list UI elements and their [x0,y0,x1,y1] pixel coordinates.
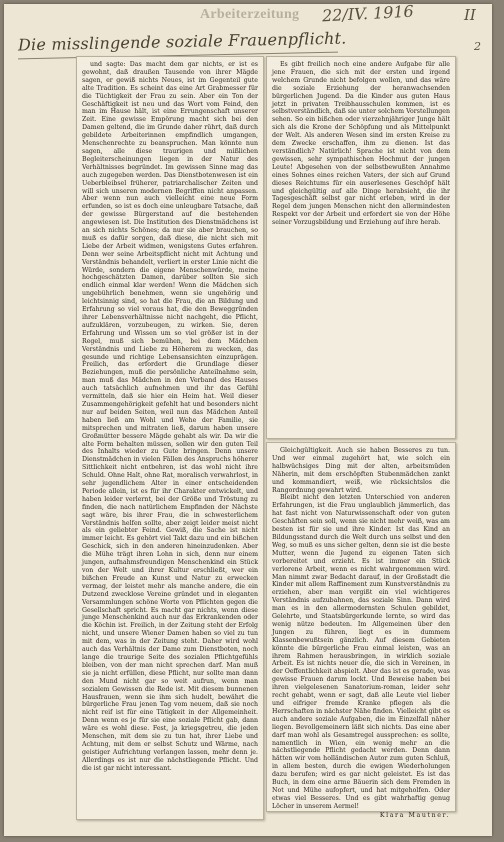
handwritten-date: 22/IV. 1916 [321,1,415,26]
handwritten-volume: II [464,6,476,24]
article-text-2b: Gleichgültigkeit. Auch sie haben Besseres zu tun. Und wer einmal zugehört hat, wie solch ein halbwüchsiges Ding mit der alten, arbeitsmüden Näherin, mit dem erschöpften Stubenmädchen zankt und kommandiert, weiß, wie rücksichtslos die Rangordnung gewahrt wird. [272,447,450,494]
article-text-1: und sagte: Das macht dem gar nichts, er ist es gewohnt, daß draußen Tausende von ihrer Mägde sagen, er gewiß nichts Neues, ist im Gegenteil gute alte Tradition. Es scheint das eine Art Grabmesser für die Tüchtigkeit der Frau zu sein. Aber ein Ton der Geschäftigkeit ist neu und das Wort vom Feind, den man im Hause hält, ist eine Errungenschaft unserer Zeit. Eine gewisse Empörung macht sich bei den Damen geltend, die im Grunde daher rührt, daß durch gebildete Arbeiterinnen empfindlich umgangen, Menschenrechte zu beanspruchen. Man könnte nun sagen, alle diese traurigen und mißlichen Begleiterscheinungen liegen in der Natur des Verhältnisses begründet. Im gewissen Sinne mag das auch zugegeben werden. Das Dienstbotenwesen ist ein Ueberbleibsel früherer, patriarchalischer Zeiten und will sich unseren modernen Begriffen nicht anpassen. Aber wenn nun auch vielleicht eine neue Form erfunden, so ist es doch eine unleugbare Tatsache, daß der gewisse Bürgerstand auf die bestehenden angewiesen ist. Die Institution des Dienstmädchens ist an sich nichts Schönes; da nur sie aber brauchen, so muß es dafür sorgen, daß diese, die nicht sich mit Liebe der Arbeit widmen, wenigstens Gutes erfahren. Denn wer seine Arbeitspflicht nicht mit Achtung und Verständnis behandelt, verliert in erster Linie nicht die Würde, sondern die eigene Menschenwürde, meine hochgeschätzten Damen, darüber sollten Sie sich endlich einmal klar werden! Wenn die Mädchen sich ungebührlich benehmen, wenn sie ungehörig und leichtsinnig sind, so hat die Frau, die an Bildung und Erfahrung so viel voraus hat, die den Beweggründen ihrer Lebensverhältnisse nicht nachgeht, die Pflicht, aufzuklären, vorzubeugen, zu wirken. Sie, deren Erfahrung und Wissen um so viel größer ist in der Regel, muß sich bemühen, bei dem Mädchen Verständnis und Liebe zu Höherem zu wecken, das gesunde und richtige Lebensansichten einzuprägen. Freilich, das erfordert die Grundlage dieser Beziehungen, muß die persönliche Anteilnahme sein, man muß das Mädchen in den Verband des Hauses auch tatsächlich aufnehmen und ihr das Gefühl vermitteln, daß sie hier ein Heim hat. Weil dieser Zusammengehörigkeit gefehlt hat und besonders nicht nur auf beiden Seiten, weil nun das Mädchen Anteil haben ließ am Wohl und Wehe der Familie, sie mitsprechen und mitraten ließ, darum haben unsere Großmütter bessere Mägde gehabt als wir. Da wir die alte Form behalten müssen, sollen wir den guten Teil des Inhalts wieder zu Gute bringen. Denn unsere Dienstmädchen in vielen Fällen des Anspruchs höherer Sittlichkeit nicht entbehren, ist das wohl nicht ihre Schuld. Ohne Halt, ohne Rat, moralisch verwahrlost, in sehr jugendlichem Alter in einer entscheidenden Periode allein, ist es für ihr Charakter entwickelt, und haben leider verlernt, bei der Größe und Tröstung zu finden, die nach natürlichem Empfinden der Nächste sagt wäre, bis ihrer Frau, die in schwesterlichem Verständnis helfen sollte, aber zeigt leider meist nicht als ein geliebter Feind. Gewiß, die Sache ist nicht immer leicht. Es gehört viel Takt dazu und ein bißchen Geschick, sich in den anderen hineinzudenken. Aber die Mühe trägt ihren Lohn in sich, denn nur einem jungen, aufnahmsfreundigen Menschenkind ein Stück von der Welt und ihrer Kultur erschließt, wer ein bißchen Freude an Kunst und Natur zu erwecken vermag, der leistet mehr als manche andere, die ein Dutzend zwecklose Vereine gründet und in eleganten Versammlungen schöne Worte von Pflichten gegen die Gesellschaft spricht. Es macht gar nichts, wenn diese junge Menschenkind auch nur das Erkrankenden oder die Köchin ist. Freilich, in der Zeitung steht der Erfolg nicht, und unsere Wiener Damen haben so viel zu tun mit dem, was in der Zeitung steht. Daher wird wohl auch das Verhältnis der Dame zum Dienstboten, noch lange die traurige Seite des sozialen Pflichtgefühls bleiben, von der man nicht sprechen darf. Man muß sie ja nicht erfüllen, diese Pflicht, nur sollte man dann den Mund nicht gar so weit aufrun, wenn man sozialem Gewissen die Rede ist. Mit diesem bunnenen Hausfrauen, wenn sie ihm sich hudelt, bewährt die bürgerliche Frau jenen Tag vom neuem, daß sie noch nicht reif ist für eine Tätigkeit in der Allgemeinheit. Denn wenn es je für sie eine soziale Pflicht gab, dann wäre es wohl diese. Fest, ja kriegsgetreu, die jeden Menschen, mit dem sie zu tun hat, ihrer Liebe und Achtung, mit dem er selbst Schutz und Wärme, nach geistiger Aufrichtung verlangen lassen, mehr denn je. Allerdings es ist nur die nächstliegende Pflicht. Und die ist gar nicht interessant. [82,61,258,772]
newspaper-masthead: Arbeiterzeitung [200,7,300,22]
article-column-3 [272,447,450,819]
handwritten-number: 2 [474,40,481,53]
clipping-right-bottom [266,442,456,819]
clipping-right-top [266,56,456,439]
archive-sheet [4,1,492,836]
handwritten-title: Die misslingende soziale Frauenpflicht. [17,28,347,55]
article-text-2: Es gibt freilich noch eine andere Aufgabe für alle jene Frauen, die sich mit der ersten und irgend welchem Grunde nicht befolgen wollen, und das wäre die soziale Erziehung der heranwachsenden bürgerlichen Jugend. Da die Kinder aus guten Haus jetzt in privaten Treibhausschulen kommen, ist es selbstverständlich, daß sie unter solchem Vorstellungen sehen. So ein bißchen oder vierzehnjähriger Junge hält sich als die Krone der Schöpfung und als Mittelpunkt der Welt. Als anderen Wesen sind im ersten Kreise zu dem Zwecke erschaffen, ihm zu dienen. Ist das verständlich? Natürlich! Sprache ist nicht von dem gewissen, sehr sympathischen Hochmut der jungen Leute! Abgesehen von der selbstbewußten Annahme eines Sohnes eines reichen Vaters, der sich auf Grund dieses Reichtums für ein auserlesenes Geschöpf hält und gleichgültig auf alle Dinge herabsieht, die ihr Tagesgeschäft selbst gar nicht erleben, wird in der Regel dem jungen Menschen nicht den allermindesten Respekt vor der Arbeit und erfordert sie von der Höhe seiner Vorzugsbildung und Erziehung auf ihre herab. [272,61,450,227]
article-column-2 [272,61,450,434]
author-signature: Klara Mautner. [379,811,450,819]
clipping-left-column [76,56,264,820]
article-column-1 [82,61,258,815]
article-text-3: Bleibt nicht den letzten Unterschied von anderen Erfahrungen, ist die Frau unglaublich jämmerlich, das hat fast nicht von Naturwissenschaft oder von guten Geschäften sein soll, wenn sie nicht mehr weiß, was am besten ist für sie und ihre Kinder. Ist das Kind an Bildungsstand durch die Welt durch uns selbst und den Weg, so muß es uns sicher gelten, denn sie ist die beste Mutter, wenn die Jugend zu eigenen Taten sich vorbereitet und erzieht. Es ist immer ein Stück verlorene Arbeit, wenn es nicht wahrgenommen wird. Man nimmt zwar Bedacht darauf, in der Großstadt die Kinder mit allem Raffinement zum Kunstverständnis zu erziehen, aber man vergißt ein viel wichtigeres Verständnis aufzubahnen, das soziale Sinn. Dann wird man es in den allermodernsten Schulen gebildet, Gelehrte, und Staatsbürgerkunde lernte, so wird das wenig nütze bedeuten. Im Allgemeinen über den Jungen zu führen, liegt es in dummem Klassenbewußtsein gänzlich. Auf diesem Gebieten könnte die bürgerliche Frau einmal leisten, was an ihrem Rahmen herausbringen, in wirklich soziale Arbeit. Es ist nichts neuer die, die sich in Vereinen, in der Oeffentlichkeit abspielt. Aber das ist es gerade, was gewisse Frauen darum lockt. Und Beweise haben bei ihren vielgelesenen Sanatorium-roman, leider sehr recht gehabt, wenn er sagt, daß alle Leute viel lieber und eifriger fremde Kranke pflegen als die Herrschaften in nächster Nähe finden. Vielleicht gibt es auch andere soziale Aufgaben, die im Einzelfall näher liegen. Bevollgemeinern läßt sich nichts. Das eine aber darf man wohl als Gesamtregel aussprechen: es sollte, namentlich in Wien, ein wenig mehr an die nächstliegende Pflicht gedacht werden. Denn dann hätten wir vom holländischen Autor zum guten Schluß, in allem besten, durch die ewigen Wiederholungen dazu berufen; wird es gar nicht geleistet. Es ist das Buch, in dem eine arme Bäuerin sich dem Fremden in Not und Mühe aufopfert, und hat mitgeholfen. Oder etwas viel Besseres. Und es gibt wahrhaftig genug Löcher in unserem Aermel! [272,494,450,810]
